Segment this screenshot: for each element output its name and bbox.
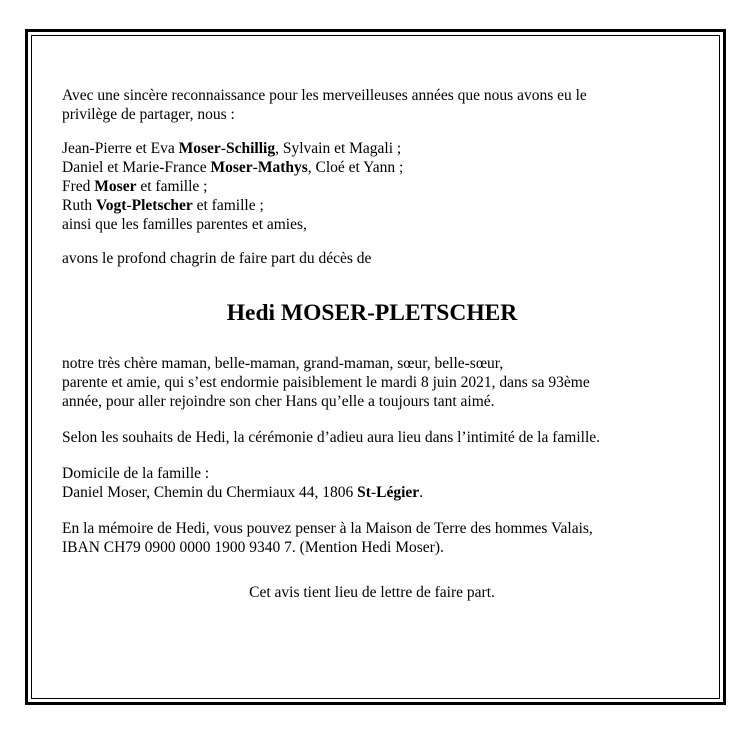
domicile-label: Domicile de la famille : (62, 465, 210, 482)
family-others: ainsi que les familles parentes et amies, (62, 216, 307, 233)
obituary-notice (62, 86, 682, 602)
family-fred: Fred Moser et famille ; (62, 178, 208, 195)
description-line-1: notre très chère maman, belle-maman, grand-maman, sœur, belle-sœur, (62, 355, 504, 372)
description-line-3: année, pour aller rejoindre son cher Hans qu’elle a toujours tant aimé. (62, 393, 495, 410)
domicile-address: Daniel Moser, Chemin du Chermiaux 44, 1806 St-Légier. (62, 484, 424, 501)
announcement: avons le profond chagrin de faire part du décès de (62, 250, 372, 267)
family-daniel: Daniel et Marie-France Moser-Mathys, Cloé et Yann ; (62, 159, 404, 176)
memory-line-1: En la mémoire de Hedi, vous pouvez penser à la Maison de Terre des hommes Valais, (62, 520, 593, 537)
closing-note: Cet avis tient lieu de lettre de faire part. (249, 584, 495, 601)
family-ruth: Ruth Vogt-Pletscher et famille ; (62, 197, 264, 214)
deceased-name: Hedi MOSER-PLETSCHER (226, 300, 518, 326)
intro-line-1: Avec une sincère reconnaissance pour les merveilleuses années que nous avons eu le (62, 87, 587, 104)
memory-line-2: IBAN CH79 0900 0000 1900 9340 7. (Mention Hedi Moser). (62, 539, 444, 556)
family-jean-pierre: Jean-Pierre et Eva Moser-Schillig, Sylvain et Magali ; (62, 140, 402, 157)
intro-line-2: privilège de partager, nous : (62, 106, 235, 123)
ceremony-info: Selon les souhaits de Hedi, la cérémonie d’adieu aura lieu dans l’intimité de la famille. (62, 429, 601, 446)
description-line-2: parente et amie, qui s’est endormie paisiblement le mardi 8 juin 2021, dans sa 93ème (62, 374, 590, 391)
